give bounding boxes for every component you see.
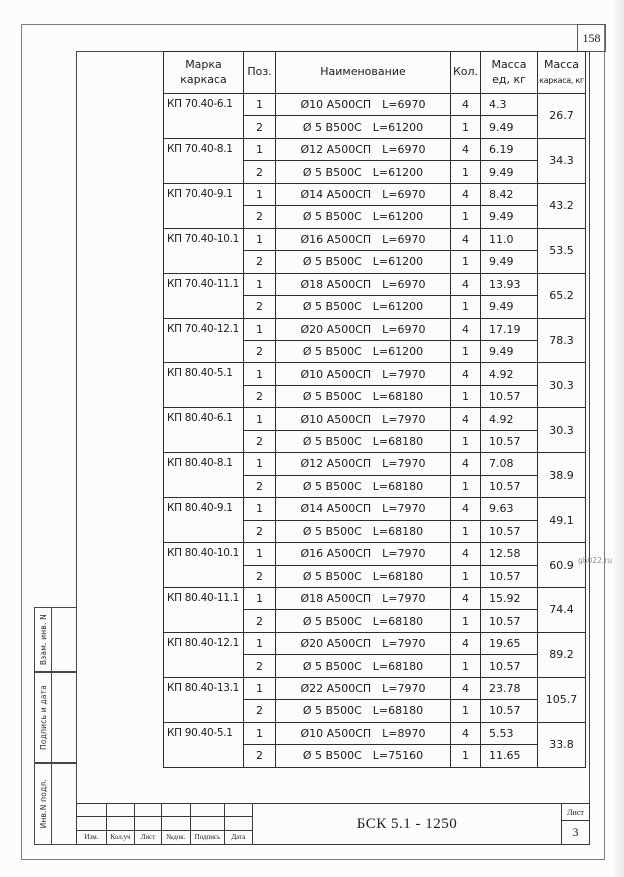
pos-cell: 2 — [244, 565, 276, 587]
frame-mass-cell: 60.9 — [538, 543, 586, 588]
signature-cell — [191, 804, 225, 817]
spec-text: Ø10 А500СП — [300, 726, 372, 740]
spec-text: Ø 5 В500С — [302, 749, 362, 763]
unit-mass-cell: 10.57 — [481, 565, 538, 587]
length-text: L=68180 — [372, 569, 424, 583]
length-text: L=68180 — [372, 704, 424, 718]
table-row — [164, 273, 586, 295]
unit-mass-cell: 9.49 — [481, 296, 538, 318]
specification-table — [163, 51, 586, 768]
name-cell — [276, 116, 451, 138]
unit-mass-cell: 9.49 — [481, 251, 538, 273]
pos-cell: 1 — [244, 632, 276, 654]
pos-cell: 2 — [244, 700, 276, 722]
table-row — [164, 228, 586, 250]
length-text: L=7970 — [382, 637, 426, 651]
header-text: Кол. — [452, 65, 479, 79]
signature-label: Кол.уч — [107, 831, 135, 844]
mark-cell: КП 80.40-5.1 — [164, 363, 244, 408]
spec-text: Ø18 А500СП — [300, 277, 372, 291]
name-cell — [276, 206, 451, 228]
header-mark — [164, 52, 244, 94]
side-strip-box — [34, 607, 77, 672]
qty-cell: 4 — [451, 587, 481, 609]
side-strip-empty-cell — [52, 673, 76, 762]
pos-cell: 1 — [244, 318, 276, 340]
spec-text: Ø 5 В500С — [302, 659, 362, 673]
header-unit-mass — [481, 52, 538, 94]
name-cell — [276, 408, 451, 430]
mark-cell: КП 90.40-5.1 — [164, 722, 244, 767]
pos-cell: 2 — [244, 745, 276, 767]
spec-text: Ø16 А500СП — [300, 547, 372, 561]
length-text: L=68180 — [372, 435, 424, 449]
table-row — [164, 722, 586, 744]
name-cell — [276, 655, 451, 677]
name-cell — [276, 296, 451, 318]
length-text: L=8970 — [382, 726, 426, 740]
pos-cell: 2 — [244, 206, 276, 228]
name-cell — [276, 700, 451, 722]
unit-mass-cell: 9.49 — [481, 116, 538, 138]
name-cell — [276, 183, 451, 205]
page-number: 158 — [582, 30, 601, 45]
spec-text: Ø12 А500СП — [300, 457, 372, 471]
signature-label: Изм. — [77, 831, 107, 844]
header-text: Наименование — [320, 65, 406, 79]
length-text: L=7970 — [382, 412, 426, 426]
unit-mass-cell: 9.49 — [481, 161, 538, 183]
name-cell — [276, 565, 451, 587]
pos-cell: 2 — [244, 385, 276, 407]
name-cell — [276, 273, 451, 295]
qty-cell: 1 — [451, 161, 481, 183]
unit-mass-cell: 11.65 — [481, 745, 538, 767]
pos-cell: 1 — [244, 138, 276, 160]
table-row — [164, 632, 586, 654]
sheet-number-box — [562, 821, 589, 844]
header-name — [276, 52, 451, 94]
frame-mass-cell: 26.7 — [538, 94, 586, 139]
spec-text: Ø14 А500СП — [300, 502, 372, 516]
length-text: L=68180 — [372, 479, 424, 493]
name-cell — [276, 587, 451, 609]
spec-text: Ø10 А500СП — [300, 367, 372, 381]
length-text: L=7970 — [382, 592, 426, 606]
spec-text: Ø16 А500СП — [300, 232, 372, 246]
qty-cell: 4 — [451, 318, 481, 340]
frame-mass-cell: 34.3 — [538, 138, 586, 183]
length-text: L=6970 — [382, 322, 426, 336]
signature-cell — [162, 804, 191, 817]
header-text: Марка — [185, 58, 222, 72]
qty-cell: 1 — [451, 700, 481, 722]
frame-mass-cell: 78.3 — [538, 318, 586, 363]
pos-cell: 2 — [244, 161, 276, 183]
spec-text: Ø 5 В500С — [302, 479, 362, 493]
pos-cell: 2 — [244, 430, 276, 452]
mark-cell: КП 70.40-6.1 — [164, 94, 244, 139]
unit-mass-cell: 10.57 — [481, 700, 538, 722]
signature-cell — [107, 817, 135, 830]
spec-text: Ø 5 В500С — [302, 435, 362, 449]
length-text: L=7970 — [382, 682, 426, 695]
pos-cell: 1 — [244, 363, 276, 385]
qty-cell: 4 — [451, 94, 481, 116]
qty-cell: 1 — [451, 520, 481, 542]
title-block — [76, 803, 590, 845]
header-qty — [451, 52, 481, 94]
spec-table-body — [164, 94, 586, 768]
frame-mass-cell: 53.5 — [538, 228, 586, 273]
spec-text: Ø20 А500СП — [300, 637, 372, 651]
unit-mass-cell: 23.78 — [481, 677, 538, 699]
qty-cell: 1 — [451, 610, 481, 632]
qty-cell: 4 — [451, 677, 481, 699]
length-text: L=6970 — [382, 98, 426, 112]
length-text: L=75160 — [372, 749, 424, 763]
table-row — [164, 408, 586, 430]
length-text: L=61200 — [372, 300, 424, 314]
unit-mass-cell: 10.57 — [481, 610, 538, 632]
side-strip-box — [34, 672, 77, 763]
name-cell — [276, 722, 451, 744]
signature-cell — [225, 804, 253, 817]
length-text: L=7970 — [382, 547, 426, 561]
length-text: L=61200 — [372, 210, 424, 224]
header-text: Масса — [491, 58, 527, 72]
name-cell — [276, 161, 451, 183]
qty-cell: 1 — [451, 251, 481, 273]
header-text: Масса — [543, 58, 580, 72]
spec-text: Ø 5 В500С — [302, 345, 362, 359]
spec-text: Ø20 А500СП — [300, 322, 372, 336]
unit-mass-cell: 7.08 — [481, 453, 538, 475]
table-row — [164, 318, 586, 340]
pos-cell: 1 — [244, 228, 276, 250]
length-text: L=68180 — [372, 659, 424, 673]
header-pos — [244, 52, 276, 94]
qty-cell: 4 — [451, 273, 481, 295]
pos-cell: 1 — [244, 543, 276, 565]
name-cell — [276, 498, 451, 520]
length-text: L=6970 — [382, 188, 426, 202]
mark-cell: КП 80.40-11.1 — [164, 587, 244, 632]
length-text: L=68180 — [372, 614, 424, 628]
spec-text: Ø14 А500СП — [300, 188, 372, 202]
qty-cell: 1 — [451, 385, 481, 407]
signature-cell — [191, 817, 225, 830]
unit-mass-cell: 10.57 — [481, 385, 538, 407]
spec-text: Ø 5 В500С — [302, 390, 362, 404]
name-cell — [276, 677, 451, 699]
name-cell — [276, 453, 451, 475]
unit-mass-cell: 11.0 — [481, 228, 538, 250]
length-text: L=61200 — [372, 255, 424, 269]
unit-mass-cell: 9.49 — [481, 206, 538, 228]
mark-cell: КП 70.40-11.1 — [164, 273, 244, 318]
side-strip-label: Подпись и дата — [38, 685, 48, 750]
signature-cell — [77, 804, 107, 817]
pos-cell: 1 — [244, 677, 276, 699]
header-text: каркаса, кг — [539, 75, 584, 85]
qty-cell: 4 — [451, 228, 481, 250]
mark-cell: КП 80.40-12.1 — [164, 632, 244, 677]
unit-mass-cell: 5.53 — [481, 722, 538, 744]
pos-cell: 2 — [244, 296, 276, 318]
mark-cell: КП 70.40-9.1 — [164, 183, 244, 228]
unit-mass-cell: 8.42 — [481, 183, 538, 205]
length-text: L=7970 — [382, 502, 426, 516]
side-strip-empty-cell — [52, 608, 76, 671]
qty-cell: 4 — [451, 632, 481, 654]
mark-cell: КП 80.40-8.1 — [164, 453, 244, 498]
sheet-label-box — [562, 804, 589, 821]
pos-cell: 2 — [244, 116, 276, 138]
name-cell — [276, 385, 451, 407]
pos-cell: 1 — [244, 453, 276, 475]
signature-label: Подпись — [191, 831, 225, 844]
signature-label: Дата — [225, 831, 253, 844]
pos-cell: 2 — [244, 251, 276, 273]
qty-cell: 1 — [451, 655, 481, 677]
scan-edge-shadow — [612, 0, 624, 877]
pos-cell: 1 — [244, 183, 276, 205]
length-text: L=61200 — [372, 345, 424, 359]
doc-number-box — [253, 804, 562, 844]
frame-mass-cell: 38.9 — [538, 453, 586, 498]
signature-label: Лист — [135, 831, 162, 844]
pos-cell: 1 — [244, 408, 276, 430]
table-row — [164, 677, 586, 699]
table-row — [164, 363, 586, 385]
side-strip-label-cell — [35, 673, 52, 762]
qty-cell: 4 — [451, 183, 481, 205]
pos-cell: 2 — [244, 520, 276, 542]
pos-cell: 1 — [244, 94, 276, 116]
length-text: L=68180 — [372, 390, 424, 404]
side-strip-label: Взам. инв. N — [38, 613, 48, 666]
frame-mass-cell: 30.3 — [538, 363, 586, 408]
spec-text: Ø10 А500СП — [300, 98, 372, 112]
mark-cell: КП 70.40-10.1 — [164, 228, 244, 273]
qty-cell: 4 — [451, 363, 481, 385]
length-text: L=68180 — [372, 524, 424, 538]
name-cell — [276, 745, 451, 767]
qty-cell: 1 — [451, 206, 481, 228]
table-row — [164, 543, 586, 565]
qty-cell: 1 — [451, 116, 481, 138]
name-cell — [276, 430, 451, 452]
table-row — [164, 138, 586, 160]
table-row — [164, 183, 586, 205]
unit-mass-cell: 10.57 — [481, 520, 538, 542]
name-cell — [276, 94, 451, 116]
signature-cell — [162, 817, 191, 830]
length-text: L=61200 — [372, 120, 424, 134]
name-cell — [276, 520, 451, 542]
length-text: L=7970 — [382, 367, 426, 381]
side-strip-label-cell — [35, 608, 52, 671]
name-cell — [276, 228, 451, 250]
mark-cell: КП 80.40-6.1 — [164, 408, 244, 453]
qty-cell: 1 — [451, 565, 481, 587]
header-text: Поз. — [247, 65, 272, 79]
unit-mass-cell: 17.19 — [481, 318, 538, 340]
frame-mass-cell: 74.4 — [538, 587, 586, 632]
pos-cell: 2 — [244, 610, 276, 632]
name-cell — [276, 138, 451, 160]
side-strip-label: Инв.N подл. — [38, 779, 48, 829]
length-text: L=6970 — [382, 232, 426, 246]
doc-number: БСК 5.1 - 1250 — [356, 815, 458, 832]
pos-cell: 2 — [244, 655, 276, 677]
spec-text: Ø 5 В500С — [302, 255, 362, 269]
spec-text: Ø 5 В500С — [302, 165, 362, 179]
frame-mass-cell: 43.2 — [538, 183, 586, 228]
unit-mass-cell: 4.92 — [481, 408, 538, 430]
side-strip-box — [34, 763, 77, 845]
pos-cell: 2 — [244, 340, 276, 362]
signature-cell — [107, 804, 135, 817]
unit-mass-cell: 15.92 — [481, 587, 538, 609]
header-frame-mass — [538, 52, 586, 94]
frame-mass-cell: 33.8 — [538, 722, 586, 767]
header-text: ед, кг — [492, 72, 526, 86]
name-cell — [276, 251, 451, 273]
watermark: gb022.ru — [578, 556, 613, 565]
name-cell — [276, 475, 451, 497]
signature-cell — [135, 817, 162, 830]
signature-cell — [135, 804, 162, 817]
table-row — [164, 94, 586, 116]
name-cell — [276, 610, 451, 632]
name-cell — [276, 340, 451, 362]
mark-cell: КП 80.40-9.1 — [164, 498, 244, 543]
signature-cell — [77, 817, 107, 830]
qty-cell: 4 — [451, 722, 481, 744]
spec-text: Ø 5 В500С — [302, 524, 362, 538]
length-text: L=6970 — [382, 143, 426, 157]
name-cell — [276, 318, 451, 340]
spec-text: Ø 5 В500С — [302, 569, 362, 583]
mark-cell: КП 70.40-12.1 — [164, 318, 244, 363]
spec-text: Ø 5 В500С — [302, 120, 362, 134]
length-text: L=6970 — [382, 277, 426, 291]
unit-mass-cell: 19.65 — [481, 632, 538, 654]
qty-cell: 4 — [451, 453, 481, 475]
unit-mass-cell: 6.19 — [481, 138, 538, 160]
table-row — [164, 453, 586, 475]
side-strip-empty-cell — [52, 764, 76, 844]
unit-mass-cell: 10.57 — [481, 655, 538, 677]
qty-cell: 1 — [451, 475, 481, 497]
table-row — [164, 587, 586, 609]
qty-cell: 1 — [451, 340, 481, 362]
qty-cell: 4 — [451, 408, 481, 430]
frame-mass-cell: 49.1 — [538, 498, 586, 543]
side-strip-label-cell — [35, 764, 52, 844]
pos-cell: 2 — [244, 475, 276, 497]
spec-text: Ø 5 В500С — [302, 704, 362, 718]
frame-mass-cell: 89.2 — [538, 632, 586, 677]
name-cell — [276, 543, 451, 565]
pos-cell: 1 — [244, 722, 276, 744]
spec-text: Ø10 А500СП — [300, 412, 372, 426]
unit-mass-cell: 10.57 — [481, 475, 538, 497]
unit-mass-cell: 12.58 — [481, 543, 538, 565]
sheet-box — [562, 804, 589, 844]
qty-cell: 1 — [451, 745, 481, 767]
qty-cell: 1 — [451, 430, 481, 452]
mark-cell: КП 70.40-8.1 — [164, 138, 244, 183]
signature-cell — [225, 817, 253, 830]
unit-mass-cell: 4.3 — [481, 94, 538, 116]
unit-mass-cell: 9.63 — [481, 498, 538, 520]
qty-cell: 4 — [451, 543, 481, 565]
frame-mass-cell: 65.2 — [538, 273, 586, 318]
spec-text: Ø18 А500СП — [300, 592, 372, 606]
qty-cell: 4 — [451, 498, 481, 520]
qty-cell: 1 — [451, 296, 481, 318]
length-text: L=7970 — [382, 457, 426, 471]
spec-text: Ø 5 В500С — [302, 210, 362, 224]
mark-cell: КП 80.40-10.1 — [164, 543, 244, 588]
frame-mass-cell: 105.7 — [538, 677, 586, 722]
spec-text: Ø22 А500СП — [300, 682, 372, 695]
length-text: L=61200 — [372, 165, 424, 179]
unit-mass-cell: 13.93 — [481, 273, 538, 295]
signature-grid — [77, 804, 253, 844]
spec-text: Ø12 А500СП — [300, 143, 372, 157]
spec-text: Ø 5 В500С — [302, 614, 362, 628]
page-number-box — [577, 24, 606, 52]
qty-cell: 4 — [451, 138, 481, 160]
header-row — [164, 52, 586, 94]
signature-label: №док. — [162, 831, 191, 844]
spec-text: Ø 5 В500С — [302, 300, 362, 314]
unit-mass-cell: 9.49 — [481, 340, 538, 362]
unit-mass-cell: 4.92 — [481, 363, 538, 385]
pos-cell: 1 — [244, 498, 276, 520]
sheet-number: 3 — [572, 825, 579, 839]
table-row — [164, 498, 586, 520]
sheet-label: Лист — [567, 807, 584, 817]
name-cell — [276, 632, 451, 654]
header-text: каркаса — [180, 72, 227, 86]
name-cell — [276, 363, 451, 385]
frame-mass-cell: 30.3 — [538, 408, 586, 453]
pos-cell: 1 — [244, 587, 276, 609]
pos-cell: 1 — [244, 273, 276, 295]
mark-cell: КП 80.40-13.1 — [164, 677, 244, 722]
unit-mass-cell: 10.57 — [481, 430, 538, 452]
